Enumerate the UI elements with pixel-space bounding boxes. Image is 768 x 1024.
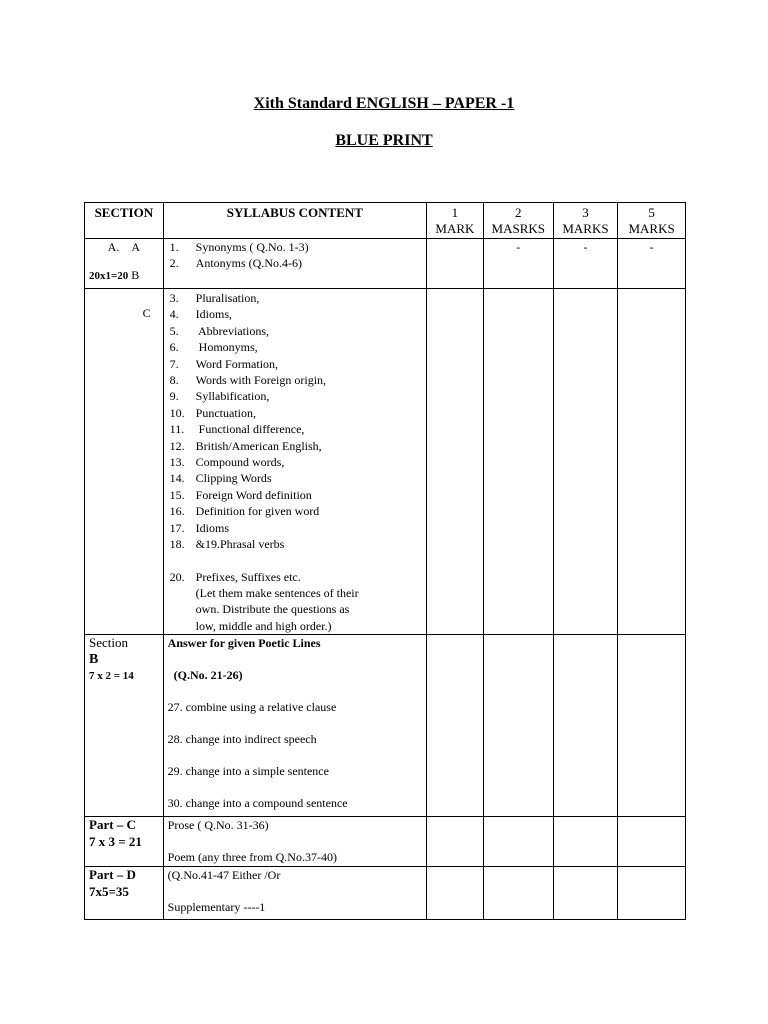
list-item xyxy=(168,306,422,322)
list-item-text: Idioms xyxy=(195,520,230,535)
part-c-line: Prose ( Q.No. 31-36) xyxy=(167,818,269,833)
list-item xyxy=(168,388,422,404)
list-item-number: 1. xyxy=(169,240,179,254)
list-item-text: Words with Foreign origin, xyxy=(195,373,327,388)
part-c-line: Poem (any three from Q.No.37-40) xyxy=(167,850,337,865)
list-item xyxy=(168,255,422,271)
part-c-label: Part – C xyxy=(89,817,136,833)
blueprint-table xyxy=(84,202,686,920)
part-c-3-marks xyxy=(553,817,617,867)
part-c-2-marks xyxy=(483,817,553,867)
section-b-2-marks xyxy=(483,635,553,817)
list-item-text: Clipping Words xyxy=(195,471,272,486)
section-b-3-marks xyxy=(553,635,617,817)
list-item xyxy=(168,323,422,339)
list-item-text: Pluralisation, xyxy=(195,291,260,305)
section-a-3-marks: - xyxy=(553,239,617,289)
list-item-number: 8. xyxy=(169,373,179,388)
header-syllabus-content: SYLLABUS CONTENT xyxy=(163,203,426,239)
section-a-c-3-marks xyxy=(553,289,617,635)
header-2-marks-number: 2 xyxy=(515,205,522,220)
section-b-cell xyxy=(85,635,164,817)
part-d-3-marks xyxy=(553,867,617,920)
header-section: SECTION xyxy=(85,203,164,239)
list-item xyxy=(168,536,422,552)
document-title: Xith Standard ENGLISH – PAPER -1 xyxy=(253,95,515,112)
section-a-5-marks: - xyxy=(618,239,686,289)
section-a-row xyxy=(85,239,686,289)
list-item xyxy=(168,470,422,486)
header-3-marks xyxy=(553,203,617,239)
list-item-number: 16. xyxy=(169,504,185,519)
header-2-marks xyxy=(483,203,553,239)
part-c-cell xyxy=(85,817,164,867)
section-a-c-content xyxy=(163,289,426,635)
section-b-line: 28. change into indirect speech xyxy=(167,732,317,747)
part-d-content xyxy=(163,867,426,920)
list-item-number: 2. xyxy=(169,256,179,271)
list-item-number: 15. xyxy=(169,487,185,502)
list-item-text: Idioms, xyxy=(195,307,233,322)
list-item-text: Definition for given word xyxy=(195,504,320,519)
list-item xyxy=(168,290,422,306)
list-item-number: 4. xyxy=(169,307,179,322)
list-item xyxy=(168,339,422,355)
header-3-marks-label: MARKS xyxy=(562,221,609,236)
list-item-text: Compound words, xyxy=(195,455,285,470)
part-d-5-marks xyxy=(618,867,686,920)
list-item-number: 13. xyxy=(169,455,185,470)
list-item-number: 18. xyxy=(169,537,185,552)
part-d-2-marks xyxy=(483,867,553,920)
part-d-line: (Q.No.41-47 Either /Or xyxy=(167,868,281,883)
list-item xyxy=(168,454,422,470)
list-item: 20. Prefixes, Suffixes etc. xyxy=(169,569,301,584)
part-d-cell xyxy=(85,867,164,920)
list-item-number: 17. xyxy=(169,520,185,535)
list-item xyxy=(168,503,422,519)
header-5-marks xyxy=(618,203,686,239)
list-item xyxy=(168,520,422,536)
section-b-line: 29. change into a simple sentence xyxy=(167,764,329,779)
section-a-cell xyxy=(85,239,164,289)
header-1-mark xyxy=(427,203,484,239)
list-item-text: Homonyms, xyxy=(195,340,258,355)
section-b-5-marks xyxy=(618,635,686,817)
part-c-row xyxy=(85,817,686,867)
part-d-label: Part – D xyxy=(89,867,136,883)
header-1-mark-number: 1 xyxy=(451,205,459,220)
part-c-1-mark xyxy=(427,817,484,867)
list-item xyxy=(168,372,422,388)
section-b-row xyxy=(85,635,686,817)
list-item-number: 7. xyxy=(169,356,179,371)
section-a-marks: 20x1=20 B xyxy=(89,268,140,283)
section-a-c-2-marks xyxy=(483,289,553,635)
list-item xyxy=(168,421,422,437)
section-b-qno: (Q.No. 21-26) xyxy=(173,668,243,683)
part-c-content xyxy=(163,817,426,867)
note-line: low, middle and high order.) xyxy=(195,618,332,633)
header-2-marks-label: MASRKS xyxy=(491,221,546,236)
list-item xyxy=(168,239,422,255)
header-3-marks-number: 3 xyxy=(582,205,589,220)
list-item xyxy=(168,405,422,421)
note-line: own. Distribute the questions as xyxy=(195,602,350,617)
part-d-1-mark xyxy=(427,867,484,920)
section-b-heading: Answer for given Poetic Lines xyxy=(167,636,321,651)
section-b-marks: 7 x 2 = 14 xyxy=(89,669,134,682)
part-d-marks: 7x5=35 xyxy=(89,883,129,899)
list-item-number: 12. xyxy=(169,438,185,453)
list-item-number: 11. xyxy=(169,422,185,437)
section-b-letter: B xyxy=(89,651,99,667)
part-d-line: Supplementary ----1 xyxy=(167,900,266,915)
list-item-text: Synonyms ( Q.No. 1-3) xyxy=(195,240,309,254)
section-b-1-mark xyxy=(427,635,484,817)
section-a-content xyxy=(163,239,426,289)
header-row xyxy=(85,203,686,239)
list-item-text: &19.Phrasal verbs xyxy=(195,537,285,552)
list-item-text: Punctuation, xyxy=(195,405,256,420)
list-item-number: 9. xyxy=(169,389,179,404)
header-1-mark-label: MARK xyxy=(435,221,475,236)
list-item-text: Foreign Word definition xyxy=(195,487,312,502)
section-b-content xyxy=(163,635,426,817)
list-item xyxy=(168,356,422,372)
list-item-number: 3. xyxy=(169,291,179,305)
list-item-number: 5. xyxy=(169,323,179,338)
section-a-2-marks: - xyxy=(483,239,553,289)
section-b-label: Section xyxy=(89,635,128,651)
section-a-1-mark xyxy=(427,239,484,289)
section-a-c-1-mark xyxy=(427,289,484,635)
section-a-c-5-marks xyxy=(618,289,686,635)
section-a-label: A. A xyxy=(107,240,140,254)
part-c-marks: 7 x 3 = 21 xyxy=(89,833,142,849)
header-5-marks-number: 5 xyxy=(648,205,655,220)
document-subtitle: BLUE PRINT xyxy=(335,132,433,149)
list-item xyxy=(168,438,422,454)
section-a-c-row xyxy=(85,289,686,635)
list-item-text: Syllabification, xyxy=(195,389,270,404)
list-item-text: British/American English, xyxy=(195,438,322,453)
note-line: (Let them make sentences of their xyxy=(195,585,359,600)
list-item-number: 10. xyxy=(169,405,185,420)
list-item-text: Word Formation, xyxy=(195,356,279,371)
list-item-number: 6. xyxy=(169,340,179,355)
part-c-5-marks xyxy=(618,817,686,867)
list-item-text: Antonyms (Q.No.4-6) xyxy=(195,256,302,271)
list-item-text: Functional difference, xyxy=(195,422,305,437)
header-5-marks-label: MARKS xyxy=(628,221,675,236)
part-d-row xyxy=(85,867,686,920)
section-a-c-label: C xyxy=(85,289,164,635)
section-b-line: 27. combine using a relative clause xyxy=(167,700,337,715)
list-item-number: 14. xyxy=(169,471,185,486)
list-item xyxy=(168,487,422,503)
section-b-line: 30. change into a compound sentence xyxy=(167,796,348,811)
list-item-text: Abbreviations, xyxy=(195,323,269,338)
